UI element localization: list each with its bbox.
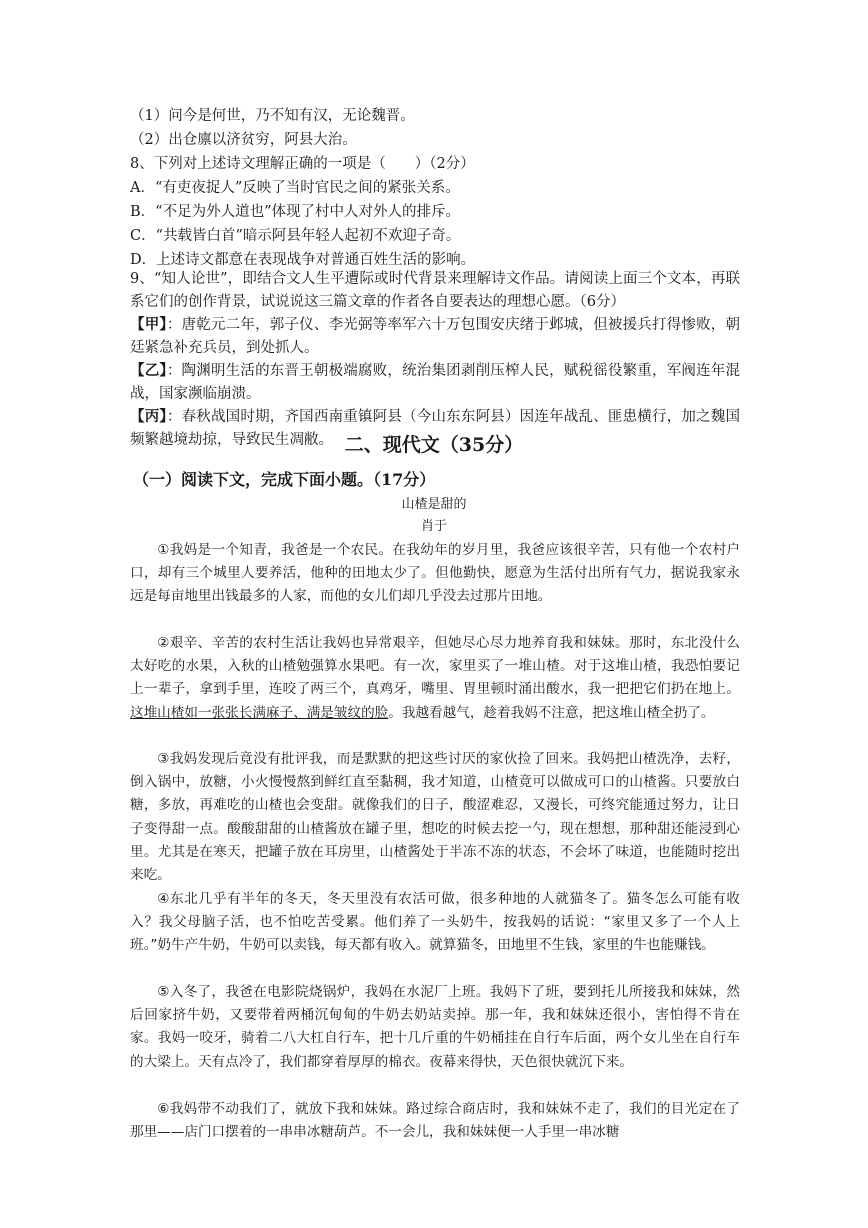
question-8: 8、下列对上述诗文理解正确的一项是（ ）（2分） xyxy=(130,156,475,172)
option-c: C．“共载皆白首”暗示阿县年轻人起初不欢迎子奇。 xyxy=(130,228,461,244)
translation-item-1: （1）问今是何世，乃不知有汉，无论魏晋。 xyxy=(130,108,415,124)
background-yi-label: 【乙】 xyxy=(130,362,167,379)
background-bing-text: ：春秋战国时期，齐国西南重镇阿县（今山东东阿县）因连年战乱、匪患横行，加之魏国频繁越境劫掠，导致民生凋敝。 xyxy=(130,409,741,449)
article-paragraph-2-part-a: ②艰辛、辛苦的农村生活让我妈也异常艰辛，但她尽心尽力地养育我和妹妹。那时，东北没什么太好吃的水果，入秋的山楂勉强算水果吧。有一次，家里买了一堆山楂。对于这堆山楂，我恐怕要记上一辈子，拿到手里，连咬了两三个，真鸡牙，嘴里、胃里顿时涌出酸水，我一把把它们扔在地上。 xyxy=(130,635,740,698)
article-paragraph-6: ⑥我妈带不动我们了，就放下我和妹妹。路过综合商店时，我和妹妹不走了，我们的目光定在了那里——店门口摆着的一串串冰糖葫芦。不一会儿，我和妹妹便一人手里一串冰糖 xyxy=(130,1101,740,1141)
translation-item-2: （2）出仓廪以济贫穷，阿县大治。 xyxy=(130,132,357,148)
option-d: D．上述诗文都意在表现战争对普通百姓生活的影响。 xyxy=(130,252,476,268)
background-jia xyxy=(130,313,740,360)
article-title: 山楂是甜的 xyxy=(401,497,467,512)
section-title: 二、现代文（35分） xyxy=(344,434,524,456)
article-paragraph-3: ③我妈发现后竟没有批评我，而是默默的把这些讨厌的家伙捡了回来。我妈把山楂洗净，去籽，倒入锅中，放糖，小火慢慢熬到鲜红直至黏稠，我才知道，山楂竟可以做成可口的山楂酱。只要放白糖，多放，再难吃的山楂也会变甜。就像我们的日子，酸涩难忍，又漫长，可终究能通过努力，让日子变得甜一点。酸酸甜甜的山楂酱放在罐子里，想吃的时候去挖一勺，现在想想，那种甜还能浸到心里。尤其是在寒天，把罐子放在耳房里，山楂酱处于半冻不冻的状态，不会坏了味道，也能随时挖出来吃。 xyxy=(130,751,740,884)
article-paragraph-2-part-b: 。我越看越气，趁着我妈不注意，把这堆山楂全扔了。 xyxy=(388,704,715,721)
underlined-sentence: 这堆山楂如一张张长满麻子、满是皱纹的脸 xyxy=(130,704,389,721)
background-yi-text: ：陶渊明生活的东晋王朝极端腐败，统治集团剥削压榨人民，赋税徭役繁重，军阀连年混战，国家濒临崩溃。 xyxy=(130,363,741,403)
background-yi xyxy=(130,359,740,406)
question-9: 9、“知人论世”，即结合文人生平遭际或时代背景来理解诗文作品。请阅读上面三个文本，再联系它们的创作背景，试说说这三篇文章的作者各自要表达的理想心愿。（6分） xyxy=(130,271,740,311)
background-jia-label: 【甲】 xyxy=(130,316,167,333)
subsection-title: （一）阅读下文，完成下面小题。（17分） xyxy=(133,470,436,489)
article-paragraph-2 xyxy=(130,632,740,725)
background-bing-label: 【丙】 xyxy=(130,408,167,425)
option-b: B．“不足为外人道也”体现了村中人对外人的排斥。 xyxy=(130,204,460,220)
article-paragraph-1: ①我妈是一个知青，我爸是一个农民。在我幼年的岁月里，我爸应该很辛苦，只有他一个农村户口，却有三个城里人要养活，他种的田地太少了。但他勤快，愿意为生活付出所有气力，据说我家永远是每亩地里出钱最多的人家，而他的女儿们却几乎没去过那片田地。 xyxy=(130,542,740,605)
option-a: A．“有吏夜捉人”反映了当时官民之间的紧张关系。 xyxy=(130,180,460,196)
article-author: 肖于 xyxy=(420,519,447,534)
article-paragraph-4: ④东北几乎有半年的冬天，冬天里没有农活可做，很多种地的人就猫冬了。猫冬怎么可能有收入？我父母脑子活，也不怕吃苦受累。他们养了一头奶牛，按我妈的话说：“家里又多了一个人上班。”奶牛产牛奶，牛奶可以卖钱，每天都有收入。就算猫冬，田地里不生钱，家里的牛也能赚钱。 xyxy=(130,891,740,954)
article-paragraph-5: ⑤入冬了，我爸在电影院烧锅炉，我妈在水泥厂上班。我妈下了班，要到托儿所接我和妹妹，然后回家挤牛奶，又要带着两桶沉甸甸的牛奶去奶站卖掉。那一年，我和妹妹还很小，害怕得不肯在家。我妈一咬牙，骑着二八大杠自行车，把十几斤重的牛奶桶挂在自行车后面，两个女儿坐在自行车的大梁上。天有点冷了，我们都穿着厚厚的棉衣。夜幕来得快，天色很快就沉下来。 xyxy=(130,984,740,1070)
background-jia-text: ：唐乾元二年，郭子仪、李光弼等率军六十万包围安庆绪于邺城，但被援兵打得惨败，朝廷紧急补充兵员，到处抓人。 xyxy=(130,317,741,357)
